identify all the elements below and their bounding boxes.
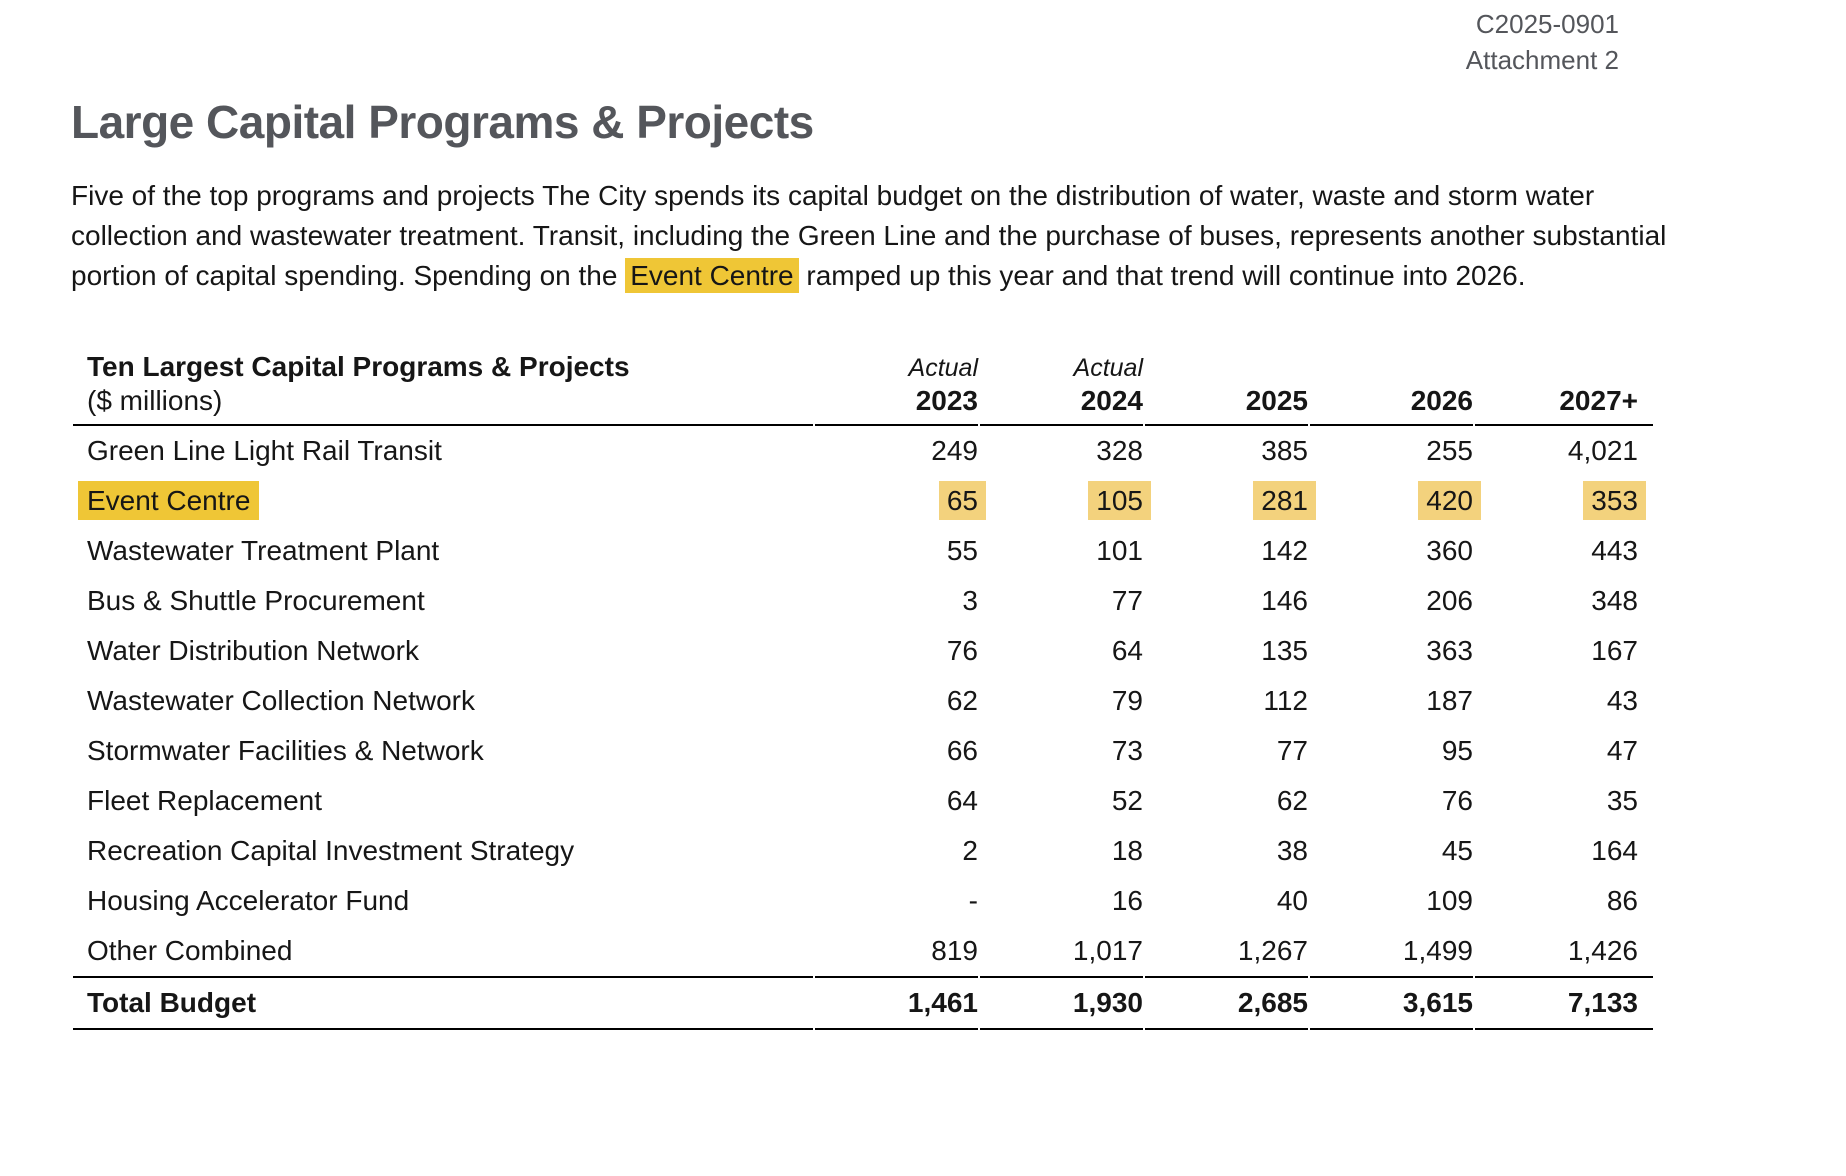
row-value (1475, 426, 1653, 476)
row-value (980, 826, 1143, 876)
column-prefix: Actual (1073, 354, 1143, 382)
table-head-label (73, 350, 813, 426)
column-header (1475, 350, 1653, 426)
doc-attachment: Attachment 2 (1465, 45, 1619, 75)
row-value-text: 420 (1418, 481, 1481, 520)
row-label (73, 426, 813, 476)
row-label (73, 526, 813, 576)
row-label (73, 926, 813, 978)
row-value-text: 249 (931, 435, 978, 466)
table-title: Ten Largest Capital Programs & Projects (87, 351, 630, 382)
row-value (1145, 776, 1308, 826)
row-value-text: 164 (1591, 835, 1638, 866)
row-value-text: 76 (1441, 785, 1473, 816)
row-label-text: Wastewater Treatment Plant (87, 535, 440, 566)
table-row (73, 476, 1653, 526)
total-value: 7,133 (1475, 978, 1653, 1030)
row-value-text: 4,021 (1567, 435, 1638, 466)
row-value (1475, 526, 1653, 576)
row-label (73, 676, 813, 726)
column-year: 2023 (915, 385, 978, 416)
row-value (1145, 426, 1308, 476)
row-value-text: - (968, 885, 978, 916)
total-value: 3,615 (1310, 978, 1473, 1030)
row-label-text: Stormwater Facilities & Network (87, 735, 484, 766)
row-value (1145, 876, 1308, 926)
row-value (1145, 926, 1308, 978)
row-value-text: 77 (1111, 585, 1143, 616)
row-label-text: Recreation Capital Investment Strategy (87, 835, 575, 866)
row-label-text: Housing Accelerator Fund (87, 885, 410, 916)
row-value-text: 3 (962, 585, 978, 616)
row-value (980, 576, 1143, 626)
row-value (1310, 476, 1473, 526)
row-label-text: Event Centre (78, 481, 259, 520)
row-value (980, 926, 1143, 978)
row-value (1310, 576, 1473, 626)
row-value (815, 476, 978, 526)
row-label (73, 876, 813, 926)
row-value-text: 328 (1096, 435, 1143, 466)
row-value (815, 876, 978, 926)
row-label-text: Fleet Replacement (87, 785, 323, 816)
row-value (1475, 876, 1653, 926)
row-value-text: 1,267 (1237, 935, 1308, 966)
row-value-text: 135 (1261, 635, 1308, 666)
table-subtitle: ($ millions) (87, 385, 223, 416)
row-value-text: 363 (1426, 635, 1473, 666)
row-value-text: 38 (1276, 835, 1308, 866)
row-label-text: Water Distribution Network (87, 635, 419, 666)
table-row (73, 876, 1653, 926)
row-value (815, 576, 978, 626)
row-value (980, 676, 1143, 726)
total-row (73, 978, 1653, 1030)
table-row (73, 826, 1653, 876)
row-value-text: 443 (1591, 535, 1638, 566)
row-value-text: 112 (1263, 685, 1308, 716)
row-value-text: 45 (1441, 835, 1473, 866)
column-header (815, 350, 978, 426)
row-value (815, 776, 978, 826)
row-value-text: 353 (1583, 481, 1646, 520)
total-label: Total Budget (73, 978, 813, 1030)
table-row (73, 776, 1653, 826)
row-value-text: 47 (1606, 735, 1638, 766)
row-value (980, 426, 1143, 476)
row-value-text: 73 (1111, 735, 1143, 766)
row-value-text: 167 (1591, 635, 1638, 666)
column-year: 2027+ (1559, 385, 1638, 416)
row-value (1145, 476, 1308, 526)
row-value (815, 926, 978, 978)
page-title: Large Capital Programs & Projects (71, 96, 814, 148)
row-value (1145, 676, 1308, 726)
table-row (73, 626, 1653, 676)
row-value (1475, 926, 1653, 978)
row-value (815, 526, 978, 576)
row-value (980, 476, 1143, 526)
row-value-text: 62 (1276, 785, 1308, 816)
row-value (980, 726, 1143, 776)
table-row (73, 676, 1653, 726)
row-value (1145, 826, 1308, 876)
row-value (1475, 776, 1653, 826)
column-prefix (1310, 352, 1473, 384)
row-value-text: 65 (939, 481, 986, 520)
table-body (73, 426, 1653, 978)
row-value-text: 281 (1253, 481, 1316, 520)
row-value (815, 426, 978, 476)
row-value-text: 819 (931, 935, 978, 966)
row-value-text: 79 (1111, 685, 1143, 716)
row-value-text: 76 (946, 635, 978, 666)
row-value-text: 206 (1426, 585, 1473, 616)
total-value: 1,930 (980, 978, 1143, 1030)
column-year: 2024 (1080, 385, 1143, 416)
row-value-text: 43 (1606, 685, 1638, 716)
row-label (73, 626, 813, 676)
row-value-text: 142 (1261, 535, 1308, 566)
row-value (1310, 726, 1473, 776)
row-value-text: 16 (1111, 885, 1143, 916)
row-label-text: Bus & Shuttle Procurement (87, 585, 425, 616)
column-prefix (1475, 352, 1638, 384)
row-label-text: Wastewater Collection Network (87, 685, 475, 716)
row-value (1475, 476, 1653, 526)
row-value (980, 626, 1143, 676)
row-value (1310, 676, 1473, 726)
row-value-text: 360 (1426, 535, 1473, 566)
row-value-text: 1,017 (1072, 935, 1143, 966)
row-value (1145, 576, 1308, 626)
row-value (1475, 576, 1653, 626)
doc-header (0, 0, 1619, 78)
row-label (73, 576, 813, 626)
table-row (73, 526, 1653, 576)
column-header (1145, 350, 1308, 426)
doc-reference: C2025-0901 (1475, 9, 1619, 39)
row-value-text: 35 (1606, 785, 1638, 816)
table-row (73, 426, 1653, 476)
column-year: 2025 (1245, 385, 1308, 416)
row-value-text: 101 (1096, 535, 1143, 566)
table-row (73, 576, 1653, 626)
row-value-text: 18 (1111, 835, 1143, 866)
row-value-text: 105 (1088, 481, 1151, 520)
row-value (1310, 626, 1473, 676)
row-value (1310, 926, 1473, 978)
row-value-text: 86 (1606, 885, 1638, 916)
row-label-text: Green Line Light Rail Transit (87, 435, 442, 466)
column-header (1310, 350, 1473, 426)
row-label (73, 726, 813, 776)
row-value (1475, 676, 1653, 726)
intro-paragraph (71, 176, 1675, 296)
row-value (980, 876, 1143, 926)
row-value (815, 676, 978, 726)
row-value-text: 385 (1261, 435, 1308, 466)
total-value: 2,685 (1145, 978, 1308, 1030)
row-value-text: 40 (1276, 885, 1308, 916)
row-value (815, 826, 978, 876)
column-prefix (1145, 352, 1308, 384)
intro-highlight-event-centre: Event Centre (625, 258, 798, 293)
total-value: 1,461 (815, 978, 978, 1030)
column-prefix: Actual (908, 354, 978, 382)
row-value (980, 776, 1143, 826)
row-label-text: Other Combined (87, 935, 293, 966)
row-value (1310, 526, 1473, 576)
row-value (1145, 526, 1308, 576)
row-value-text: 146 (1261, 585, 1308, 616)
row-value (1475, 826, 1653, 876)
row-value-text: 64 (946, 785, 978, 816)
column-year: 2026 (1410, 385, 1473, 416)
row-value-text: 55 (946, 535, 978, 566)
row-value-text: 64 (1111, 635, 1143, 666)
intro-text-before: Five of the top programs and projects The City spends its capital budget on the distribution of water, waste and storm water collection and wastewater treatment. Transit, including the Green Line and the purchase of buses, represents another substantial portion of capital spending. Spending on the (71, 180, 1667, 291)
row-value (1310, 776, 1473, 826)
row-value-text: 2 (962, 835, 978, 866)
row-value-text: 95 (1441, 735, 1473, 766)
row-value (980, 526, 1143, 576)
row-value (1145, 726, 1308, 776)
column-header (980, 350, 1143, 426)
row-value (1475, 726, 1653, 776)
row-value (1310, 426, 1473, 476)
row-label (73, 826, 813, 876)
row-value (1145, 626, 1308, 676)
row-value-text: 255 (1426, 435, 1473, 466)
row-value-text: 1,426 (1567, 935, 1638, 966)
row-value (815, 726, 978, 776)
table-row (73, 726, 1653, 776)
row-value-text: 348 (1591, 585, 1638, 616)
row-value-text: 187 (1426, 685, 1473, 716)
table-header-row (73, 350, 1653, 426)
row-label (73, 476, 813, 526)
row-value (1310, 826, 1473, 876)
row-label (73, 776, 813, 826)
row-value-text: 62 (946, 685, 978, 716)
row-value-text: 77 (1276, 735, 1308, 766)
row-value-text: 66 (946, 735, 978, 766)
table-row (73, 926, 1653, 978)
row-value (815, 626, 978, 676)
row-value (1475, 626, 1653, 676)
row-value-text: 109 (1426, 885, 1473, 916)
capital-programs-table (71, 350, 1655, 1030)
row-value-text: 52 (1111, 785, 1143, 816)
intro-text-after: ramped up this year and that trend will continue into 2026. (798, 260, 1526, 291)
row-value-text: 1,499 (1402, 935, 1473, 966)
row-value (1310, 876, 1473, 926)
